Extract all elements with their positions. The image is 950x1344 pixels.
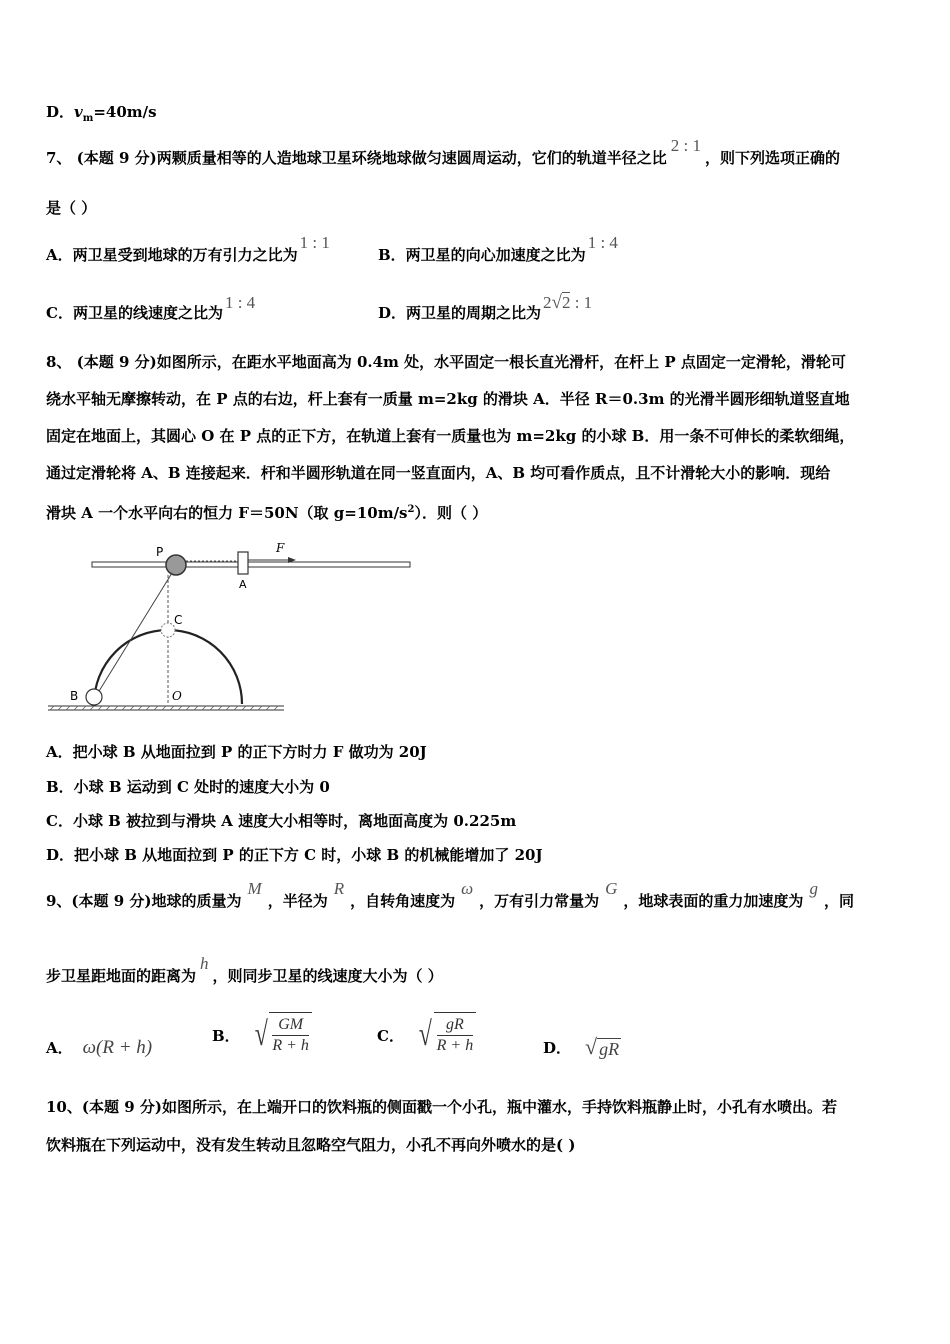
denominator: R + h bbox=[436, 1037, 474, 1054]
sqrt-icon: √ bbox=[418, 1016, 432, 1053]
q9-option-d bbox=[543, 1034, 621, 1060]
q9-text-8: ，则同步卫星的线速度大小为（ ） bbox=[212, 967, 443, 985]
q9-option-b-expr bbox=[252, 1012, 312, 1058]
q8-stem-line1: 8、 (本题 9 分)如图所示，在距水平地面高为 0.4m 处，水平固定一根长直光滑杆，在杆上 P 点固定一定滑轮，滑轮可 bbox=[46, 353, 846, 371]
q8-stem-line2: 绕水平轴无摩擦转动，在 P 点的右边，杆上套有一质量 m=2kg 的滑块 A．半径 R＝0.3m 的光滑半圆形细轨道竖直地 bbox=[46, 390, 850, 408]
option-label: D． bbox=[46, 103, 75, 121]
q7-text-end: ，则下列选项正确的 bbox=[704, 149, 840, 167]
q7-option-d-tail: : 1 bbox=[570, 293, 593, 312]
q7-option-a-value: 1 : 1 bbox=[299, 233, 330, 252]
prev-option-d bbox=[46, 102, 157, 129]
q8-stem-line5 bbox=[46, 500, 487, 523]
q9-text-7: 步卫星距地面的距离为 bbox=[46, 967, 197, 985]
numerator: GM bbox=[272, 1015, 309, 1036]
velocity-symbol: v bbox=[74, 103, 83, 121]
q7-option-d bbox=[378, 292, 593, 323]
ball-b-icon bbox=[86, 689, 102, 705]
q8-stem-line3: 固定在地面上，其圆心 O 在 P 点的正下方，在轨道上套有一质量也为 m=2kg 的小球 B．用一条不可伸长的柔软细绳， bbox=[46, 427, 855, 445]
label-p: P bbox=[156, 545, 164, 559]
q9-option-c bbox=[377, 1012, 476, 1058]
q9-option-a-expr: ω(R + h) bbox=[82, 1037, 153, 1058]
q7-stem-line2: 是（ ） bbox=[46, 199, 97, 217]
q7-option-d-value bbox=[543, 293, 592, 313]
q7-stem-line1 bbox=[46, 136, 840, 168]
q7-option-c-text: C．两卫星的线速度之比为 bbox=[46, 304, 223, 322]
q7-option-a-text: A．两卫星受到地球的万有引力之比为 bbox=[46, 246, 298, 264]
velocity-subscript: m bbox=[82, 113, 94, 124]
q10-stem-line1: 10、(本题 9 分)如图所示，在上端开口的饮料瓶的侧面戳一个小孔，瓶中灌水，手持饮料瓶静止时，小孔有水喷出。若 bbox=[46, 1098, 837, 1116]
q9-option-d-label: D． bbox=[543, 1038, 572, 1057]
q7-option-a bbox=[46, 233, 330, 265]
numerator: gR bbox=[437, 1015, 474, 1036]
q8-option-a: A．把小球 B 从地面拉到 P 的正下方时力 F 做功为 20J bbox=[46, 743, 427, 761]
slider-block-a bbox=[238, 552, 248, 574]
q9-text-4: ，万有引力常量为 bbox=[479, 892, 600, 910]
q9-option-b bbox=[212, 1012, 312, 1058]
q9-var-omega: ω bbox=[461, 879, 474, 898]
q7-option-b-text: B．两卫星的向心加速度之比为 bbox=[378, 246, 586, 264]
q7-option-d-radicand: 2 bbox=[561, 293, 571, 312]
q9-option-c-label: C． bbox=[377, 1026, 404, 1045]
sqrt-icon: √ bbox=[551, 292, 562, 313]
q9-var-g: g bbox=[809, 879, 818, 898]
denominator: R + h bbox=[272, 1037, 309, 1054]
q9-var-g-const: G bbox=[605, 879, 618, 898]
q9-option-d-expr bbox=[585, 1034, 621, 1060]
q7-ratio: 2 : 1 bbox=[670, 136, 701, 155]
q9-option-c-expr bbox=[416, 1012, 476, 1058]
q9-text-3: ，自转角速度为 bbox=[350, 892, 456, 910]
q9-option-a-label: A． bbox=[46, 1039, 73, 1057]
q9-text-6: ，同 bbox=[823, 892, 854, 910]
velocity-value: =40m/s bbox=[93, 103, 157, 121]
label-b: B bbox=[70, 689, 79, 703]
radicand: gR bbox=[599, 1039, 620, 1059]
q7-option-d-text: D．两卫星的周期之比为 bbox=[378, 304, 542, 322]
q9-var-r: R bbox=[333, 879, 345, 898]
q8-superscript: 2 bbox=[407, 504, 415, 515]
q9-var-h: h bbox=[200, 954, 209, 973]
q10-stem-line2: 饮料瓶在下列运动中，没有发生转动且忽略空气阻力，小孔不再向外喷水的是( ) bbox=[46, 1136, 576, 1154]
fraction bbox=[269, 1012, 312, 1058]
q9-stem-line2 bbox=[46, 954, 443, 986]
q9-option-b-label: B． bbox=[212, 1026, 240, 1045]
q8-stem-line4: 通过定滑轮将 A、B 连接起来．杆和半圆形轨道在同一竖直面内，A、B 均可看作质点，且不计滑轮大小的影响．现给 bbox=[46, 464, 831, 482]
q9-stem-line1 bbox=[46, 879, 854, 911]
label-c: C bbox=[174, 613, 183, 627]
label-a: A bbox=[239, 578, 247, 591]
pulley-icon bbox=[166, 555, 186, 575]
q7-option-b bbox=[378, 233, 618, 265]
q8-option-c: C．小球 B 被拉到与滑块 A 速度大小相等时，离地面高度为 0.225m bbox=[46, 812, 517, 830]
q7-option-b-value: 1 : 4 bbox=[587, 233, 618, 252]
q8-stem-line5-text: 滑块 A 一个水平向右的恒力 F＝50N（取 g=10m/s bbox=[46, 504, 408, 522]
label-o: O bbox=[172, 689, 182, 703]
q8-option-b: B．小球 B 运动到 C 处时的速度大小为 0 bbox=[46, 778, 330, 796]
q8-option-d: D．把小球 B 从地面拉到 P 的正下方 C 时，小球 B 的机械能增加了 20J bbox=[46, 846, 543, 864]
q7-option-c bbox=[46, 293, 256, 323]
fraction bbox=[434, 1012, 477, 1058]
q9-text-5: ，地球表面的重力加速度为 bbox=[623, 892, 804, 910]
q7-option-d-coef: 2 bbox=[543, 293, 552, 312]
q9-var-m: M bbox=[247, 879, 262, 898]
label-f: F bbox=[276, 541, 285, 555]
q9-option-a bbox=[46, 1038, 152, 1058]
sqrt-icon: √ bbox=[254, 1016, 268, 1053]
q8-figure bbox=[44, 538, 414, 718]
q9-text-2: ，半径为 bbox=[267, 892, 328, 910]
q8-stem-line5-end: ）．则（ ） bbox=[414, 504, 488, 522]
q7-option-c-value: 1 : 4 bbox=[224, 293, 256, 312]
q9-text-1: 9、(本题 9 分)地球的质量为 bbox=[46, 892, 242, 910]
ground-hatch bbox=[50, 706, 278, 710]
rod bbox=[92, 562, 410, 567]
rope-pb bbox=[96, 573, 172, 696]
q7-text: 7、 (本题 9 分)两颗质量相等的人造地球卫星环绕地球做匀速圆周运动，它们的轨道半径之比 bbox=[46, 149, 667, 167]
ball-at-c-icon bbox=[161, 623, 175, 637]
sqrt-icon: √ bbox=[585, 1034, 598, 1059]
